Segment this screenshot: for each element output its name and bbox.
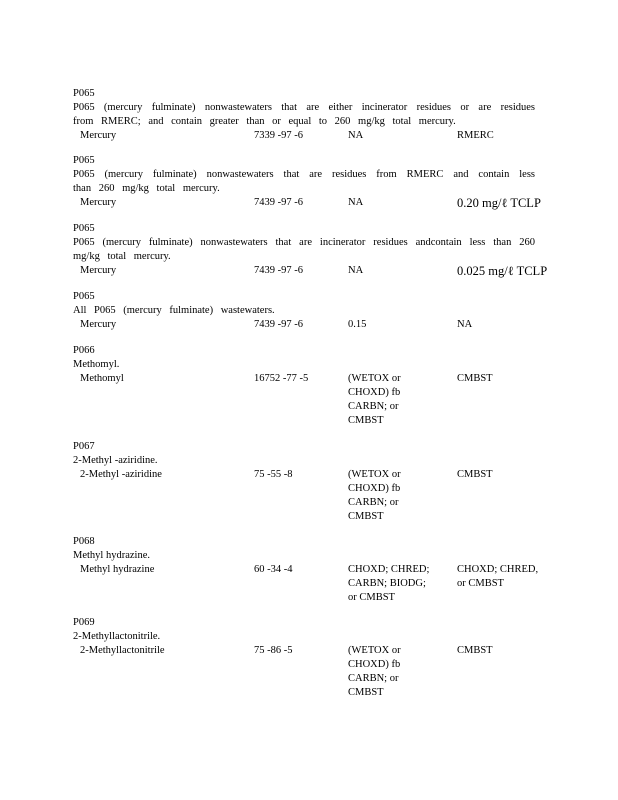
waste-entry [73, 344, 553, 426]
treatment-row [73, 318, 553, 332]
standard-line: CMBST [348, 687, 384, 698]
cas-number: 60 -34 -4 [254, 564, 293, 575]
standard-line: CARBN; or [348, 401, 399, 412]
waste-code: P069 [73, 617, 95, 628]
constituent-name: Methomyl [80, 373, 124, 384]
waste-description: All P065 (mercury fulminate) wastewaters. [73, 305, 275, 316]
treatment-row [73, 563, 553, 603]
waste-entry [73, 440, 553, 522]
waste-code: P066 [73, 345, 95, 356]
constituent-name: 2-Methyl -aziridine [80, 469, 162, 480]
nonwastewater-standard: 0.20 mg/ℓ TCLP [457, 196, 541, 210]
standard-line: CHOXD) fb [348, 659, 401, 670]
standard-line: or CMBST [348, 592, 395, 603]
waste-entry [73, 222, 553, 278]
nonwastewater-standard: 0.025 mg/ℓ TCLP [457, 264, 548, 278]
waste-description: 2-Methyl -aziridine. [73, 455, 158, 466]
wastewater-standard: NA [348, 197, 364, 208]
treatment-row [73, 644, 553, 698]
cas-number: 7439 -97 -6 [254, 319, 303, 330]
waste-code: P065 [73, 223, 95, 234]
standard-line: CMBST [348, 511, 384, 522]
treatment-row [73, 196, 553, 210]
cas-number: 16752 -77 -5 [254, 373, 309, 384]
wastewater-standard [348, 563, 438, 605]
constituent-name: Methyl hydrazine [80, 564, 155, 575]
wastewater-standard [348, 468, 438, 524]
standard-line: (WETOX or [348, 645, 401, 656]
standard-line: CARBN; or [348, 673, 399, 684]
waste-description: P065 (mercury fulminate) nonwastewaters that are residues from RMERC and contain less than 260 mg/kg total mercury. [73, 169, 535, 194]
cas-number: 7339 -97 -6 [254, 130, 303, 141]
cas-number: 7439 -97 -6 [254, 197, 303, 208]
standard-line: CARBN; BIODG; [348, 578, 426, 589]
nonwastewater-standard: CMBST [457, 645, 493, 656]
standard-line: CHOXD; CHRED, [457, 564, 539, 575]
constituent-name: Mercury [80, 319, 117, 330]
waste-description: P065 (mercury fulminate) nonwastewaters that are either incinerator residues or are residues from RMERC; and contain greater than or equal to 260 mg/kg total mercury. [73, 102, 535, 127]
cas-number: 75 -86 -5 [254, 645, 293, 656]
waste-description: P065 (mercury fulminate) nonwastewaters that are incinerator residues andcontain less than 260 mg/kg total mercury. [73, 237, 535, 262]
nonwastewater-standard: CMBST [457, 469, 493, 480]
standard-line: or CMBST [457, 578, 504, 589]
waste-entry [73, 616, 553, 698]
waste-description: Methyl hydrazine. [73, 550, 150, 561]
waste-entry [73, 154, 553, 210]
treatment-row [73, 372, 553, 426]
waste-entry [73, 535, 553, 603]
standard-line: (WETOX or [348, 469, 401, 480]
waste-entry [73, 87, 553, 143]
waste-entry [73, 290, 553, 332]
waste-code: P065 [73, 155, 95, 166]
cas-number: 7439 -97 -6 [254, 265, 303, 276]
treatment-row [73, 264, 553, 278]
standard-line: CHOXD) fb [348, 483, 401, 494]
waste-description: 2-Methyllactonitrile. [73, 631, 161, 642]
waste-description: Methomyl. [73, 359, 120, 370]
waste-code: P065 [73, 291, 95, 302]
wastewater-standard [348, 644, 438, 700]
constituent-name: 2-Methyllactonitrile [80, 645, 165, 656]
wastewater-standard [348, 372, 438, 428]
nonwastewater-standard: CMBST [457, 373, 493, 384]
standard-line: CHOXD) fb [348, 387, 401, 398]
wastewater-standard: 0.15 [348, 319, 367, 330]
wastewater-standard: NA [348, 265, 364, 276]
treatment-row [73, 468, 553, 522]
nonwastewater-standard: RMERC [457, 130, 494, 141]
wastewater-standard: NA [348, 130, 364, 141]
standard-line: (WETOX or [348, 373, 401, 384]
treatment-row [73, 129, 553, 143]
cas-number: 75 -55 -8 [254, 469, 293, 480]
waste-code: P068 [73, 536, 95, 547]
constituent-name: Mercury [80, 197, 117, 208]
constituent-name: Mercury [80, 265, 117, 276]
nonwastewater-standard: NA [457, 319, 473, 330]
constituent-name: Mercury [80, 130, 117, 141]
standard-line: CARBN; or [348, 497, 399, 508]
waste-code: P067 [73, 441, 95, 452]
standard-line: CMBST [348, 415, 384, 426]
standard-line: CHOXD; CHRED; [348, 564, 430, 575]
nonwastewater-standard [457, 563, 552, 591]
waste-code: P065 [73, 88, 95, 99]
